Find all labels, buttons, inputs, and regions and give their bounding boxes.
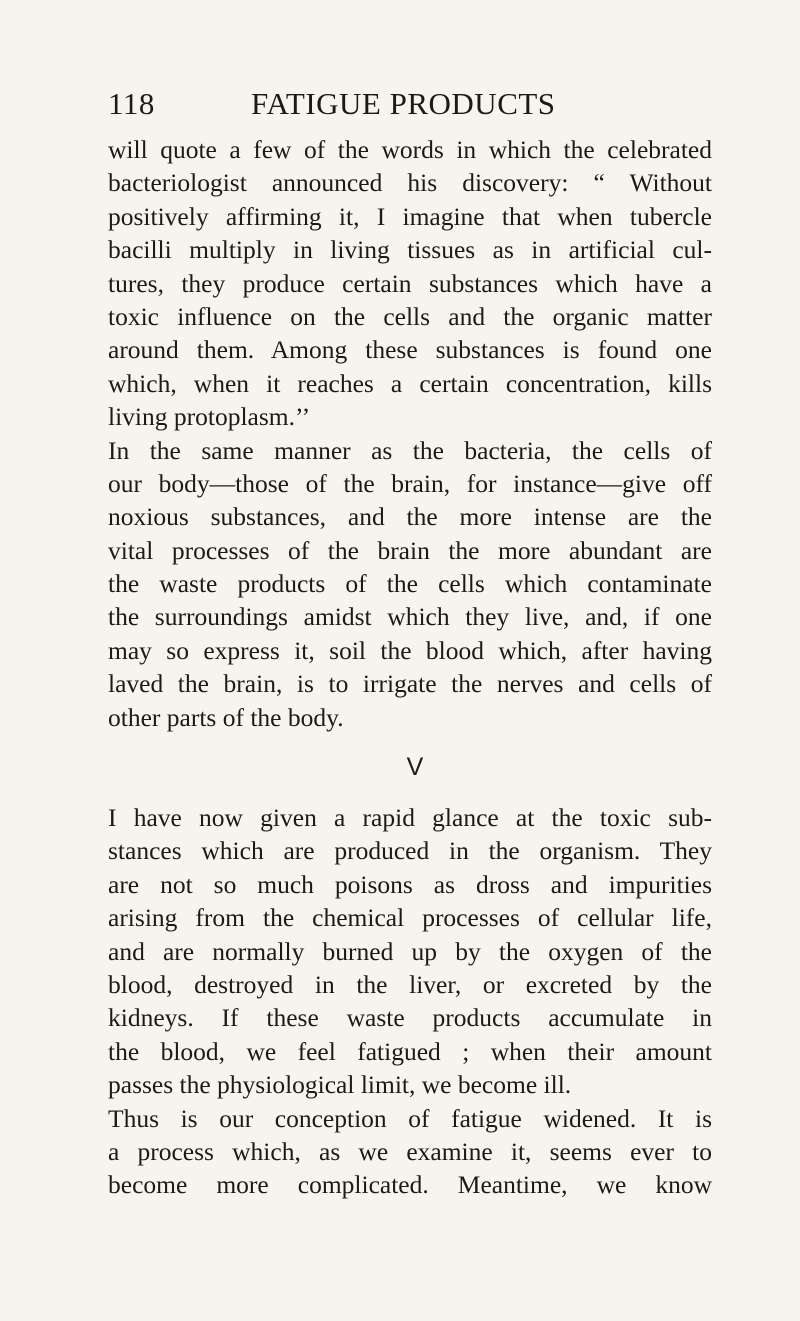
text-line: Thus is our conception of fatigue widened. It is: [108, 1103, 712, 1133]
text-line: and are normally burned up by the oxygen of the: [108, 936, 712, 966]
text-line: vital processes of the brain the more abundant are: [108, 535, 712, 565]
running-head: [108, 82, 558, 126]
text-line: the surroundings amidst which they live, and, if one: [108, 602, 712, 632]
text-line: blood, destroyed in the liver, or excreted by the: [108, 969, 712, 999]
text-line: laved the brain, is to irrigate the nerves and cells of: [108, 669, 712, 699]
text-line: stances which are produced in the organism. They: [108, 836, 712, 866]
section-heading: V: [406, 753, 424, 782]
text-line: noxious substances, and the more intense are the: [108, 502, 712, 532]
paragraph: [108, 133, 712, 434]
body-text: [108, 133, 712, 1202]
text-line: may so express it, soil the blood which, after having: [108, 635, 712, 665]
text-line: arising from the chemical processes of cellular life,: [108, 903, 712, 933]
text-line: positively affirming it, I imagine that when tubercle: [108, 201, 712, 231]
text-line: the blood, we feel fatigued ; when their amount: [108, 1036, 712, 1066]
text-line: which, when it reaches a certain concentration, kills: [108, 368, 712, 398]
paragraph: [108, 434, 712, 735]
paragraph: [108, 1102, 712, 1202]
text-line: become more complicated. Meantime, we know: [108, 1170, 712, 1200]
text-line: around them. Among these substances is found one: [108, 335, 712, 365]
text-line: are not so much poisons as dross and impurities: [108, 869, 712, 899]
text-line: passes the physiological limit, we become ill.: [108, 1070, 572, 1100]
text-line: tures, they produce certain substances which have a: [108, 268, 712, 298]
text-line: the waste products of the cells which contaminate: [108, 569, 712, 599]
text-line: bacteriologist announced his discovery: “ Without: [108, 168, 712, 198]
text-line: a process which, as we examine it, seems ever to: [108, 1136, 712, 1166]
text-line: bacilli multiply in living tissues as in artificial cul-: [108, 235, 712, 265]
running-title: FATIGUE PRODUCTS: [251, 86, 556, 121]
text-line: living protoplasm.’’: [108, 402, 311, 432]
text-line: toxic influence on the cells and the organic matter: [108, 301, 712, 331]
page-number: 118: [108, 86, 155, 121]
text-line: In the same manner as the bacteria, the cells of: [108, 435, 712, 465]
text-line: kidneys. If these waste products accumulate in: [108, 1003, 712, 1033]
text-line: our body—those of the brain, for instance—give off: [108, 468, 712, 498]
text-line: I have now given a rapid glance at the toxic sub-: [108, 803, 712, 833]
text-line: other parts of the body.: [108, 702, 344, 732]
paragraph: [108, 801, 712, 1102]
text-line: will quote a few of the words in which the celebrated: [108, 135, 712, 164]
